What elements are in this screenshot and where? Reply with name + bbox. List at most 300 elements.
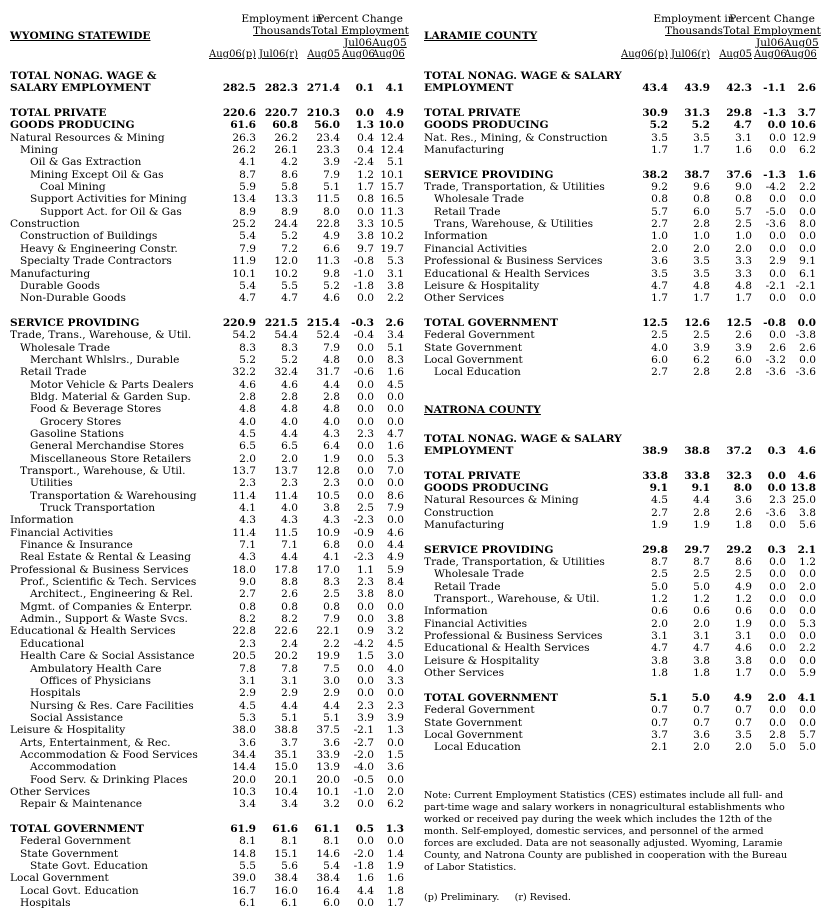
cell-value: 11.4	[232, 489, 256, 502]
cell-value: 7.9	[323, 341, 340, 354]
table-row	[424, 717, 816, 729]
cell-value: 8.0	[387, 588, 404, 601]
cell-value: 3.6	[387, 761, 404, 774]
table-row	[424, 144, 816, 156]
cell-value: 3.4	[387, 329, 404, 342]
cell-value: 3.7	[281, 736, 298, 749]
row-label: State Govt. Education	[30, 860, 148, 872]
table-row	[424, 433, 816, 445]
cell-value: 0.7	[651, 716, 668, 729]
table-row	[10, 699, 404, 712]
row-label: Other Services	[424, 292, 505, 305]
table-row	[10, 489, 404, 502]
cell-value: 0.4	[357, 144, 374, 157]
cell-value: -1.1	[763, 82, 786, 95]
col4-header: Aug06	[342, 49, 375, 60]
cell-value: 2.3	[769, 494, 786, 507]
cell-value: 0.0	[357, 687, 374, 700]
cell-value: 6.2	[799, 144, 816, 157]
cell-value: 2.3	[281, 477, 298, 490]
row-label: Retail Trade	[434, 580, 501, 593]
cell-value: 0.8	[281, 600, 298, 613]
cell-value: 5.1	[649, 691, 668, 704]
table-row	[10, 502, 404, 515]
cell-value: 7.9	[239, 242, 256, 255]
cell-value: 2.0	[387, 785, 404, 798]
table-row	[424, 667, 816, 679]
row-label: Food & Beverage Stores	[30, 403, 162, 416]
cell-value: 2.3	[357, 427, 374, 440]
cell-value: 4.5	[239, 699, 256, 712]
cell-value: 3.6	[693, 728, 710, 741]
table-row	[10, 588, 404, 601]
spacer	[424, 679, 816, 691]
cell-value: 0.0	[357, 477, 374, 490]
cell-value: 2.3	[239, 477, 256, 490]
cell-value: 282.3	[264, 82, 298, 95]
cell-value: 2.8	[693, 366, 710, 379]
cell-value: 4.8	[693, 279, 710, 292]
cell-value: 4.8	[239, 403, 256, 416]
row-label: Nursing & Res. Care Facilities	[30, 699, 194, 712]
cell-value: 2.0	[281, 452, 298, 465]
cell-value: 0.0	[357, 292, 374, 305]
cell-value: 16.4	[316, 884, 340, 897]
cell-value: 0.0	[769, 580, 786, 593]
row-label: TOTAL NONAG. WAGE &	[10, 70, 157, 82]
cell-value: 9.1	[799, 255, 816, 268]
cell-value: 61.6	[230, 119, 256, 132]
cell-value: 5.2	[281, 353, 298, 366]
cell-value: -3.8	[795, 329, 816, 342]
cell-value: 220.9	[222, 316, 256, 329]
cell-value: 8.7	[239, 168, 256, 181]
row-label: Prof., Scientific & Tech. Services	[20, 576, 197, 589]
cell-value: 11.3	[380, 205, 404, 218]
table-row	[10, 156, 404, 169]
cell-value: 22.8	[232, 625, 256, 638]
cell-value: -1.3	[763, 107, 786, 120]
cell-value: 0.0	[387, 736, 404, 749]
cell-value: 4.1	[797, 691, 816, 704]
cell-value: 5.2	[691, 119, 710, 132]
cell-value: 4.7	[239, 292, 256, 305]
cell-value: 0.0	[799, 193, 816, 206]
cell-value: 8.6	[281, 168, 298, 181]
table-row	[424, 729, 816, 741]
cell-value: 9.7	[357, 242, 374, 255]
cell-value: -4.2	[353, 637, 374, 650]
table-row	[424, 132, 816, 144]
table-row	[424, 107, 816, 119]
col3-header: Aug05	[719, 49, 752, 60]
table-row	[424, 470, 816, 482]
table-row	[424, 329, 816, 341]
cell-value: 6.0	[323, 897, 340, 910]
row-label: Local Government	[424, 353, 523, 366]
cell-value: 1.2	[651, 593, 668, 606]
cell-value: 10.6	[790, 119, 816, 132]
cell-value: 13.8	[790, 481, 816, 494]
cell-value: -0.9	[353, 526, 374, 539]
cell-value: 9.0	[239, 576, 256, 589]
cell-value: 4.2	[281, 156, 298, 169]
cell-value: 56.0	[314, 119, 340, 132]
cell-value: 3.8	[323, 502, 340, 515]
spacer	[424, 457, 816, 469]
cell-value: -1.0	[353, 267, 374, 280]
cell-value: 0.0	[387, 403, 404, 416]
cell-value: 1.4	[387, 847, 404, 860]
cell-value: 3.1	[693, 630, 710, 643]
row-label: Educational & Health Services	[424, 642, 590, 655]
cell-value: 8.1	[281, 835, 298, 848]
cell-value: 1.3	[355, 119, 374, 132]
cell-value: 1.7	[357, 181, 374, 194]
cell-value: -2.1	[795, 279, 816, 292]
col5-header: Aug06	[372, 49, 405, 60]
cell-value: 4.8	[323, 353, 340, 366]
cell-value: 0.8	[357, 193, 374, 206]
cell-value: 0.5	[355, 822, 374, 835]
row-label: Finance & Insurance	[20, 539, 133, 552]
cell-value: 23.3	[316, 144, 340, 157]
cell-value: 0.8	[651, 193, 668, 206]
table-row	[10, 477, 404, 490]
cell-value: 4.3	[239, 514, 256, 527]
employment-group-header: Employment in Thousands	[241, 13, 323, 37]
table-row	[424, 292, 816, 304]
cell-value: -4.2	[765, 181, 786, 194]
wyoming-statewide-table	[10, 0, 409, 910]
row-label: Educational	[20, 637, 85, 650]
cell-value: -3.2	[765, 353, 786, 366]
table-row	[10, 897, 404, 910]
cell-value: 2.0	[239, 452, 256, 465]
cell-value: 2.7	[651, 366, 668, 379]
cell-value: 1.7	[693, 292, 710, 305]
table-row	[424, 119, 816, 131]
cell-value: 8.0	[799, 218, 816, 231]
cell-value: 4.0	[387, 662, 404, 675]
table-row	[424, 630, 816, 642]
table-row	[424, 618, 816, 630]
cell-value: 4.5	[387, 378, 404, 391]
cell-value: 3.9	[735, 341, 752, 354]
row-label: Support Activities for Mining	[30, 193, 187, 206]
cell-value: 0.0	[387, 835, 404, 848]
cell-value: 2.3	[323, 477, 340, 490]
cell-value: 1.9	[735, 617, 752, 630]
cell-value: -2.1	[765, 279, 786, 292]
row-label: Professional & Business Services	[10, 563, 189, 576]
table-row	[10, 316, 404, 329]
row-label: Real Estate & Rental & Leasing	[20, 551, 191, 564]
cell-value: 20.0	[232, 773, 256, 786]
cell-value: 2.8	[735, 366, 752, 379]
cell-value: -1.0	[353, 785, 374, 798]
cell-value: 31.7	[316, 366, 340, 379]
cell-value: 9.8	[323, 267, 340, 280]
cell-value: 3.1	[281, 674, 298, 687]
cell-value: 1.2	[799, 556, 816, 569]
cell-value: 0.0	[769, 593, 786, 606]
cell-value: 0.0	[799, 568, 816, 581]
cell-value: 1.8	[735, 519, 752, 531]
cell-value: 5.7	[735, 205, 752, 218]
cell-value: 5.3	[387, 452, 404, 465]
cell-value: 4.9	[387, 551, 404, 564]
cell-value: 4.3	[323, 427, 340, 440]
cell-value: 2.3	[357, 576, 374, 589]
cell-value: 5.2	[323, 279, 340, 292]
table-row	[424, 230, 816, 242]
cell-value: 2.1	[797, 543, 816, 556]
footnotes	[424, 892, 571, 903]
col4-year: Jul06	[756, 37, 784, 49]
cell-value: 32.4	[274, 366, 298, 379]
cell-value: 38.4	[274, 872, 298, 885]
row-label: SERVICE PROVIDING	[10, 316, 140, 329]
cell-value: 2.3	[239, 637, 256, 650]
cell-value: 5.9	[387, 563, 404, 576]
employment-group-header: Employment in Thousands	[653, 13, 735, 37]
cell-value: 4.0	[651, 341, 668, 354]
cell-value: 15.1	[274, 847, 298, 860]
cell-value: 2.6	[735, 329, 752, 342]
row-label: Trans, Warehouse, & Utilities	[434, 218, 594, 231]
cell-value: 0.0	[357, 674, 374, 687]
row-label: Wholesale Trade	[434, 568, 525, 581]
cell-value: 6.5	[281, 440, 298, 453]
table-row	[10, 255, 404, 268]
cell-value: 2.3	[387, 699, 404, 712]
cell-value: 4.0	[281, 415, 298, 428]
cell-value: 2.0	[651, 617, 668, 630]
table-row	[10, 773, 404, 786]
table-row	[10, 884, 404, 897]
spacer	[424, 531, 816, 543]
cell-value: 3.0	[323, 674, 340, 687]
section-title: LARAMIE COUNTY	[424, 30, 538, 42]
row-label: State Government	[424, 341, 523, 354]
row-label: General Merchandise Stores	[30, 440, 184, 453]
cell-value: 3.1	[239, 674, 256, 687]
cell-value: 7.9	[323, 613, 340, 626]
row-label: SERVICE PROVIDING	[424, 543, 554, 556]
cell-value: 5.0	[799, 741, 816, 754]
cell-value: 2.7	[239, 588, 256, 601]
spacer	[10, 95, 400, 107]
cell-value: 5.0	[651, 580, 668, 593]
cell-value: 1.0	[735, 230, 752, 243]
cell-value: 12.9	[792, 131, 816, 144]
cell-value: 7.2	[281, 242, 298, 255]
row-label: Federal Government	[424, 704, 535, 717]
row-label: Truck Transportation	[40, 502, 156, 515]
cell-value: 3.1	[387, 267, 404, 280]
table-row	[10, 798, 404, 811]
cell-value: 2.8	[693, 218, 710, 231]
table-row	[10, 711, 404, 724]
cell-value: -0.5	[353, 773, 374, 786]
table-row	[10, 205, 404, 218]
cell-value: 3.8	[651, 654, 668, 667]
cell-value: 25.0	[792, 494, 816, 507]
cell-value: 210.3	[306, 107, 340, 120]
table-row	[10, 872, 404, 885]
cell-value: 14.8	[232, 847, 256, 860]
row-label: Hospitals	[30, 687, 81, 700]
row-label: State Government	[20, 847, 119, 860]
cell-value: 1.6	[735, 144, 752, 157]
cell-value: 20.2	[274, 650, 298, 663]
cell-value: 2.0	[693, 242, 710, 255]
cell-value: 3.8	[357, 230, 374, 243]
cell-value: 5.3	[239, 711, 256, 724]
cell-value: 0.0	[799, 630, 816, 643]
table-row	[10, 107, 404, 120]
table-row	[10, 576, 404, 589]
table-row	[10, 267, 404, 280]
cell-value: -4.0	[353, 761, 374, 774]
cell-value: 3.6	[735, 494, 752, 507]
cell-value: 0.0	[769, 568, 786, 581]
cell-value: 0.0	[769, 242, 786, 255]
cell-value: 32.3	[726, 469, 752, 482]
cell-value: 2.5	[651, 568, 668, 581]
row-label: Natural Resources & Mining	[424, 494, 579, 507]
row-label: Information	[424, 230, 488, 243]
cell-value: 3.1	[735, 630, 752, 643]
cell-value: 2.9	[769, 255, 786, 268]
cell-value: 4.9	[385, 107, 404, 120]
cell-value: 4.6	[735, 642, 752, 655]
cell-value: 0.0	[799, 716, 816, 729]
cell-value: 10.2	[380, 230, 404, 243]
cell-value: 0.0	[387, 514, 404, 527]
cell-value: 282.5	[222, 82, 256, 95]
cell-value: 221.5	[264, 316, 298, 329]
cell-value: 7.1	[239, 539, 256, 552]
table-header	[424, 0, 821, 62]
cell-value: 4.0	[281, 502, 298, 515]
cell-value: 0.7	[693, 716, 710, 729]
table-row	[10, 650, 404, 663]
table-row	[424, 70, 816, 82]
cell-value: 1.9	[651, 519, 668, 531]
cell-value: 3.6	[239, 736, 256, 749]
cell-value: 0.4	[357, 131, 374, 144]
cell-value: 61.9	[230, 822, 256, 835]
cell-value: 20.1	[274, 773, 298, 786]
col3-header: Aug05	[307, 49, 340, 60]
county-tables	[424, 0, 821, 754]
cell-value: 1.7	[387, 897, 404, 910]
cell-value: 4.3	[239, 551, 256, 564]
row-label: Transportation & Warehousing	[30, 489, 197, 502]
row-label: Transport., Warehouse, & Util.	[20, 465, 186, 477]
laramie-table-body	[424, 70, 816, 379]
cell-value: 2.5	[735, 568, 752, 581]
cell-value: 0.0	[357, 662, 374, 675]
cell-value: 0.0	[357, 403, 374, 416]
cell-value: 3.1	[735, 131, 752, 144]
row-label: Local Govt. Education	[20, 884, 139, 897]
row-label: Local Government	[10, 872, 109, 885]
row-label: Federal Government	[424, 329, 535, 342]
cell-value: 0.1	[355, 82, 374, 95]
cell-value: 4.8	[323, 403, 340, 416]
row-label: TOTAL NONAG. WAGE & SALARY	[424, 432, 622, 445]
cell-value: 29.8	[726, 107, 752, 120]
cell-value: 4.6	[797, 444, 816, 457]
cell-value: 2.6	[281, 588, 298, 601]
cell-value: 25.2	[232, 218, 256, 231]
cell-value: 4.6	[797, 469, 816, 482]
cell-value: 0.0	[769, 704, 786, 717]
cell-value: 2.5	[693, 568, 710, 581]
cell-value: 4.0	[323, 415, 340, 428]
cell-value: 16.0	[274, 884, 298, 897]
row-label: Other Services	[424, 667, 505, 680]
table-row	[10, 514, 404, 527]
table-row	[424, 507, 816, 519]
spacer	[424, 95, 816, 107]
spacer	[10, 305, 400, 317]
cell-value: 0.0	[357, 378, 374, 391]
table-row	[424, 317, 816, 329]
cell-value: 2.6	[797, 82, 816, 95]
row-label: TOTAL PRIVATE	[10, 107, 107, 120]
cell-value: 0.0	[799, 593, 816, 606]
table-row	[10, 613, 404, 626]
cell-value: 11.5	[316, 193, 340, 206]
col1-header: Aug06(p)	[209, 49, 256, 60]
cell-value: 1.7	[693, 144, 710, 157]
cell-value: 3.8	[735, 654, 752, 667]
col1-header: Aug06(p)	[621, 49, 668, 60]
row-label: Local Education	[434, 366, 521, 379]
table-row	[424, 655, 816, 667]
table-row	[10, 822, 404, 835]
section-title: NATRONA COUNTY	[424, 403, 541, 416]
cell-value: 0.0	[357, 440, 374, 453]
cell-value: -3.6	[765, 506, 786, 519]
row-label: Repair & Maintenance	[20, 798, 143, 811]
table-row	[424, 482, 816, 494]
cell-value: 6.1	[239, 897, 256, 910]
cell-value: 15.0	[274, 761, 298, 774]
cell-value: 37.5	[316, 724, 340, 737]
cell-value: 0.0	[767, 469, 786, 482]
cell-value: 0.0	[769, 230, 786, 243]
cell-value: 4.0	[239, 415, 256, 428]
cell-value: 20.0	[316, 773, 340, 786]
cell-value: 1.9	[387, 860, 404, 872]
cell-value: 4.4	[357, 884, 374, 897]
table-row	[424, 354, 816, 366]
cell-value: 0.0	[769, 617, 786, 630]
row-label: Heavy & Engineering Constr.	[20, 242, 178, 255]
cell-value: 1.9	[323, 452, 340, 465]
cell-value: 1.8	[693, 667, 710, 680]
table-row	[10, 82, 404, 95]
cell-value: 2.8	[693, 506, 710, 519]
cell-value: 22.6	[274, 625, 298, 638]
cell-value: 7.9	[323, 168, 340, 181]
cell-value: 7.8	[239, 662, 256, 675]
